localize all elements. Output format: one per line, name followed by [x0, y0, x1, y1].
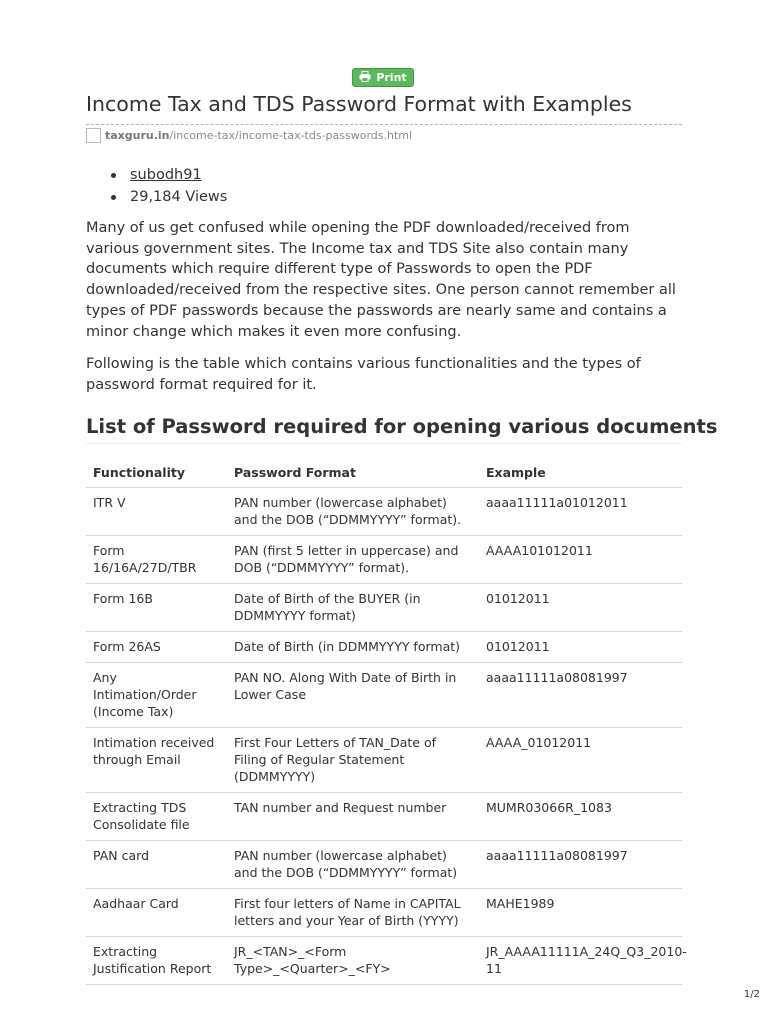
author-link[interactable]: subodh91 — [130, 167, 202, 183]
cell-functionality: Form 16B — [86, 584, 227, 632]
cell-example: MUMR03066R_1083 — [479, 793, 682, 841]
author-item — [108, 165, 227, 187]
table-intro-paragraph: Following is the table which contains various functionalities and the types of password format required for it. — [86, 356, 641, 393]
cell-example: aaaa11111a08081997 — [479, 841, 682, 889]
cell-password-format: JR_<TAN>_<Form Type>_<Quarter>_<FY> — [227, 937, 479, 985]
table-header-row — [86, 456, 682, 488]
cell-password-format: PAN NO. Along With Date of Birth in Lower Case — [227, 663, 479, 728]
cell-example: AAAA_01012011 — [479, 728, 682, 793]
cell-functionality: Extracting TDS Consolidate file — [86, 793, 227, 841]
table-row — [86, 536, 682, 584]
cell-example: AAAA101012011 — [479, 536, 682, 584]
table-row — [86, 584, 682, 632]
source-link[interactable] — [86, 128, 412, 143]
favicon-icon — [86, 128, 101, 143]
table-row — [86, 728, 682, 793]
cell-functionality: Aadhaar Card — [86, 889, 227, 937]
cell-functionality: Any Intimation/Order (Income Tax) — [86, 663, 227, 728]
source-path: /income-tax/income-tax-tds-passwords.html — [169, 129, 413, 142]
cell-password-format: First four letters of Name in CAPITAL letters and your Year of Birth (YYYY) — [227, 889, 479, 937]
cell-password-format: TAN number and Request number — [227, 793, 479, 841]
header-example: Example — [479, 456, 682, 488]
cell-functionality: Intimation received through Email — [86, 728, 227, 793]
cell-functionality: Extracting Justification Report — [86, 937, 227, 985]
page-title: Income Tax and TDS Password Format with Examples — [86, 92, 632, 116]
cell-example: aaaa11111a01012011 — [479, 488, 682, 536]
print-button[interactable] — [352, 68, 414, 87]
cell-password-format: Date of Birth of the BUYER (in DDMMYYYY format) — [227, 584, 479, 632]
cell-functionality: ITR V — [86, 488, 227, 536]
page-number: 1/2 — [743, 989, 760, 1000]
table-row — [86, 488, 682, 536]
header-functionality: Functionality — [86, 456, 227, 488]
cell-example: JR_AAAA11111A_24Q_Q3_2010-11 — [479, 937, 682, 985]
table-row — [86, 663, 682, 728]
printer-icon — [359, 71, 371, 85]
cell-functionality: Form 26AS — [86, 632, 227, 663]
intro-paragraph: Many of us get confused while opening the PDF downloaded/received from various government sites. The Income tax and TDS Site also contain many documents which require different type of Passwords to open the PDF downloaded/received from the respective sites. One person cannot remember all types of PDF passwords because the passwords are nearly same and contains a minor change which makes it even more confusing. — [86, 220, 676, 340]
cell-example: aaaa11111a08081997 — [479, 663, 682, 728]
cell-password-format: PAN number (lowercase alphabet) and the DOB (“DDMMYYYY” format). — [227, 488, 479, 536]
cell-password-format: PAN (first 5 letter in uppercase) and DOB (“DDMMYYYY” format). — [227, 536, 479, 584]
password-table — [86, 456, 687, 985]
cell-example: 01012011 — [479, 632, 682, 663]
section-heading: List of Password required for opening various documents — [86, 415, 718, 438]
header-password-format: Password Format — [227, 456, 479, 488]
table-row — [86, 632, 682, 663]
table-row — [86, 889, 682, 937]
table-row — [86, 841, 682, 889]
table-row — [86, 937, 682, 985]
cell-example: 01012011 — [479, 584, 682, 632]
cell-functionality: PAN card — [86, 841, 227, 889]
title-divider — [86, 124, 682, 125]
cell-example: MAHE1989 — [479, 889, 682, 937]
source-domain: taxguru.in — [105, 129, 170, 142]
cell-functionality: Form 16/16A/27D/TBR — [86, 536, 227, 584]
heading-divider — [86, 443, 682, 444]
views-item: 29,184 Views — [108, 187, 227, 209]
cell-password-format: First Four Letters of TAN_Date of Filing of Regular Statement (DDMMYYYY) — [227, 728, 479, 793]
cell-password-format: PAN number (lowercase alphabet) and the DOB (“DDMMYYYY” format) — [227, 841, 479, 889]
print-label: Print — [376, 71, 407, 84]
table-row — [86, 793, 682, 841]
article-meta — [108, 165, 227, 208]
cell-password-format: Date of Birth (in DDMMYYYY format) — [227, 632, 479, 663]
